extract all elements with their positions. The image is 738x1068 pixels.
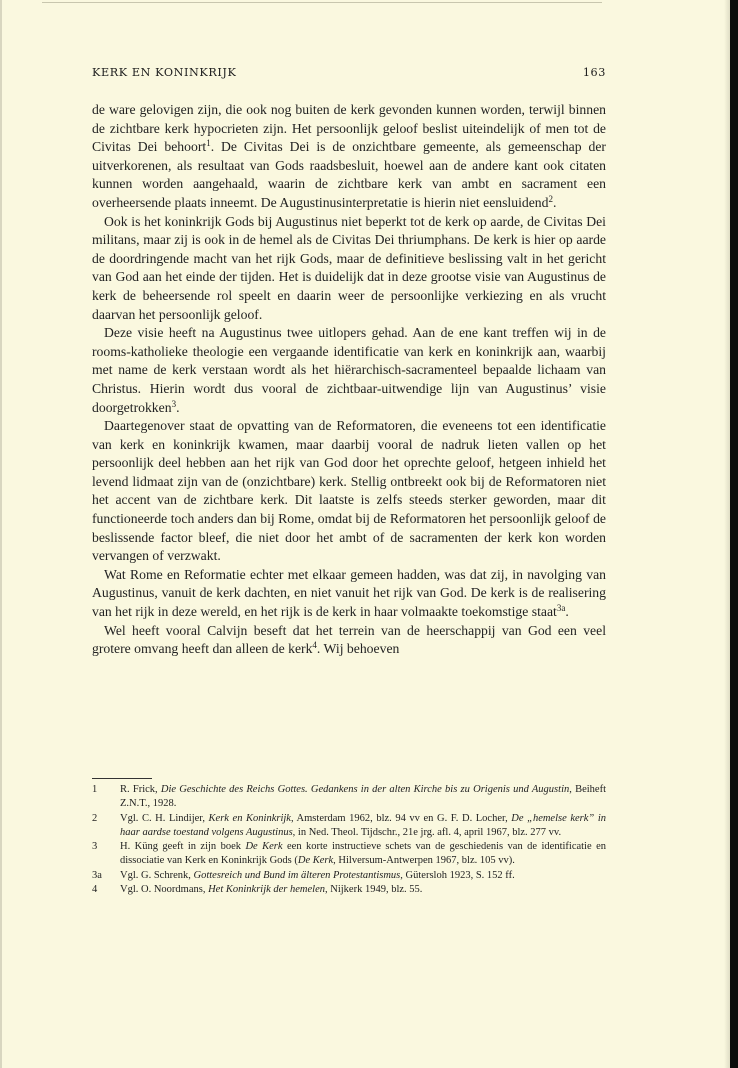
paragraph <box>92 566 606 622</box>
footnote-text: Vgl. O. Noordmans, <box>120 884 209 896</box>
paragraph-text: Wat Rome en Reformatie echter met elkaar gemeen hadden, was dat zij, in navolging van Augustinus, vanuit de kerk dachten, en niet vanuit het rijk van God. De kerk is de realisering van het rijk in deze wereld, en het rijk is de kerk in haar volmaakte toekomstige staat <box>92 566 606 620</box>
paragraph <box>92 622 606 659</box>
footnote-text: , Nijkerk 1949, blz. 55. <box>325 884 423 896</box>
paragraph-text: . De Civitas Dei is de onzichtbare gemeente, als gemeenschap der uitverkorenen, als resultaat van Gods raadsbesluit, hoewel aan de andere kant ook citaten kunnen worden aangehaald, waarin de zichtbare kerk van ambt en sacrament een overheersende plaats inneemt. De Augustinusinterpretatie is hierin niet eensluidend <box>92 139 606 210</box>
footnote-text: een korte instructieve schets van de geschiedenis van de identificatie en dissociatie van Kerk en Koninkrijk Gods ( <box>120 841 606 867</box>
footnote-text: H. Küng geeft in zijn boek <box>120 841 246 853</box>
paragraph <box>92 213 606 325</box>
top-rule <box>42 2 602 3</box>
footnote-mark: 1 <box>92 784 98 795</box>
footnote-title: De Kerk <box>297 855 334 867</box>
footnote-text: Vgl. C. H. Lindijer, <box>120 812 209 824</box>
paragraph-text: Deze visie heeft na Augustinus twee uitlopers gehad. Aan de ene kant treffen wij in de rooms-katholieke theologie een vergaande identificatie van kerk en koninkrijk aan, waarbij met name de kerk verstaan wordt als het hiërarchisch-sacramenteel bepaalde lichaam van Christus. Hierin wordt dus vooral de zichtbaar-uitwendige lijn van Augustinus’ visie doorgetrokken <box>92 325 606 415</box>
footnote-mark: 2 <box>92 812 98 824</box>
paragraph-text: Wel heeft vooral Calvijn beseft dat het terrein van de heerschappij van God een veel grotere omvang heeft dan alleen de kerk <box>92 622 606 657</box>
footnote <box>92 812 606 841</box>
footnote-reference: 1 <box>206 138 211 149</box>
footnote <box>92 869 606 883</box>
footnote <box>92 840 606 869</box>
footnote-reference: 3 <box>171 398 177 409</box>
paragraph-text: . <box>176 399 180 415</box>
footnote-title: De „hemelse kerk” in haar aardse toestand volgens Augustinus <box>120 812 606 838</box>
paragraph-text: . Wij behoeven <box>316 641 400 657</box>
footnote-title: Gottesreich und Bund im älteren Protestantismus <box>193 869 401 881</box>
footnote-text: , in Ned. Theol. Tijdschr., 21e jrg. afl. 4, april 1967, blz. 277 vv. <box>292 826 562 838</box>
paragraph-text: Daartegenover staat de opvatting van de Reformatoren, die eveneens tot een identificatie van kerk en koninkrijk kwamen, maar daarbij vooral de nadruk lieten vallen op het persoonlijk deel hebben aan het rijk van God door het oprechte geloof, hetgeen inhield het levend lidmaat zijn van de (onzichtbare) kerk. Stellig ontbreekt ook bij de Reformatoren niet het accent van de zichtbare kerk. Dit laatste is zelfs steeds sterker geworden, maar dit functioneerde toch anders dan bij Rome, omdat bij de Reformatoren het persoonlijk geloof de beslissende factor bleef, die niet door het ambt of de sacramenten der kerk kon worden vervangen of verzwakt. <box>92 418 606 564</box>
paragraph <box>92 324 606 417</box>
paragraph-text: de ware gelovigen zijn, die ook nog buiten de kerk gevonden kunnen worden, terwijl binnen de zichtbare kerk hypocrieten zijn. Het persoonlijk geloof beslist uiteindelijk of men tot de Civitas Dei behoort <box>92 102 606 155</box>
footnote-text: , Gütersloh 1923, S. 152 ff. <box>400 869 515 881</box>
footnote-rule <box>92 778 152 779</box>
footnote-text: , Hilversum-Antwerpen 1967, blz. 105 vv). <box>333 855 515 867</box>
paragraph-text: . <box>565 604 569 620</box>
footnote-mark: 4 <box>92 884 98 896</box>
paragraph <box>92 101 606 213</box>
footnote-title: De Kerk <box>245 841 283 853</box>
footnote-title: Kerk en Koninkrijk <box>208 812 291 824</box>
footnote <box>92 783 606 812</box>
running-header <box>92 66 606 84</box>
paragraph-text: . <box>553 194 557 210</box>
footnote-text: R. Frick, <box>120 784 161 795</box>
footnote-title: Het Koninkrijk der hemelen <box>208 884 326 896</box>
footnote-mark: 3 <box>92 841 98 853</box>
footnote-text: Vgl. G. Schrenk, <box>120 869 194 881</box>
footnote-reference: 2 <box>548 193 553 204</box>
paragraph-text: Ook is het koninkrijk Gods bij Augustinus niet beperkt tot de kerk op aarde, de Civitas Dei militans, maar zij is ook in de hemel als de Civitas Dei thriumphans. De kerk is hier op aarde de doordringende macht van het rijk Gods, maar de definitieve beslissing valt in het gericht van God aan het einde der tijden. Het is duidelijk dat in deze grootse visie van Augustinus de kerk de beheersende rol speelt en daarin weer de persoonlijke verkiezing en als vrucht daarvan het persoonlijk geloof. <box>92 213 606 322</box>
footnotes <box>92 783 606 897</box>
paragraph <box>92 417 606 566</box>
footnote-text: , Amsterdam 1962, blz. 94 vv en G. F. D. Locher, <box>290 812 512 824</box>
scan-border <box>730 0 738 1068</box>
footnote-title: Die Geschichte des Reichs Gottes. Gedankens in der alten Kirche bis zu Origenis und Augustin <box>160 784 570 795</box>
footnote-text: , Beiheft Z.N.T., 1928. <box>120 784 606 810</box>
main-text <box>92 101 606 659</box>
running-title: KERK EN KONINKRIJK <box>92 66 237 79</box>
footnote-mark: 3a <box>92 869 102 881</box>
footnote-reference: 3a <box>556 603 566 614</box>
footnote-reference: 4 <box>312 640 317 651</box>
footnote <box>92 883 606 897</box>
page-number: 163 <box>582 66 606 79</box>
